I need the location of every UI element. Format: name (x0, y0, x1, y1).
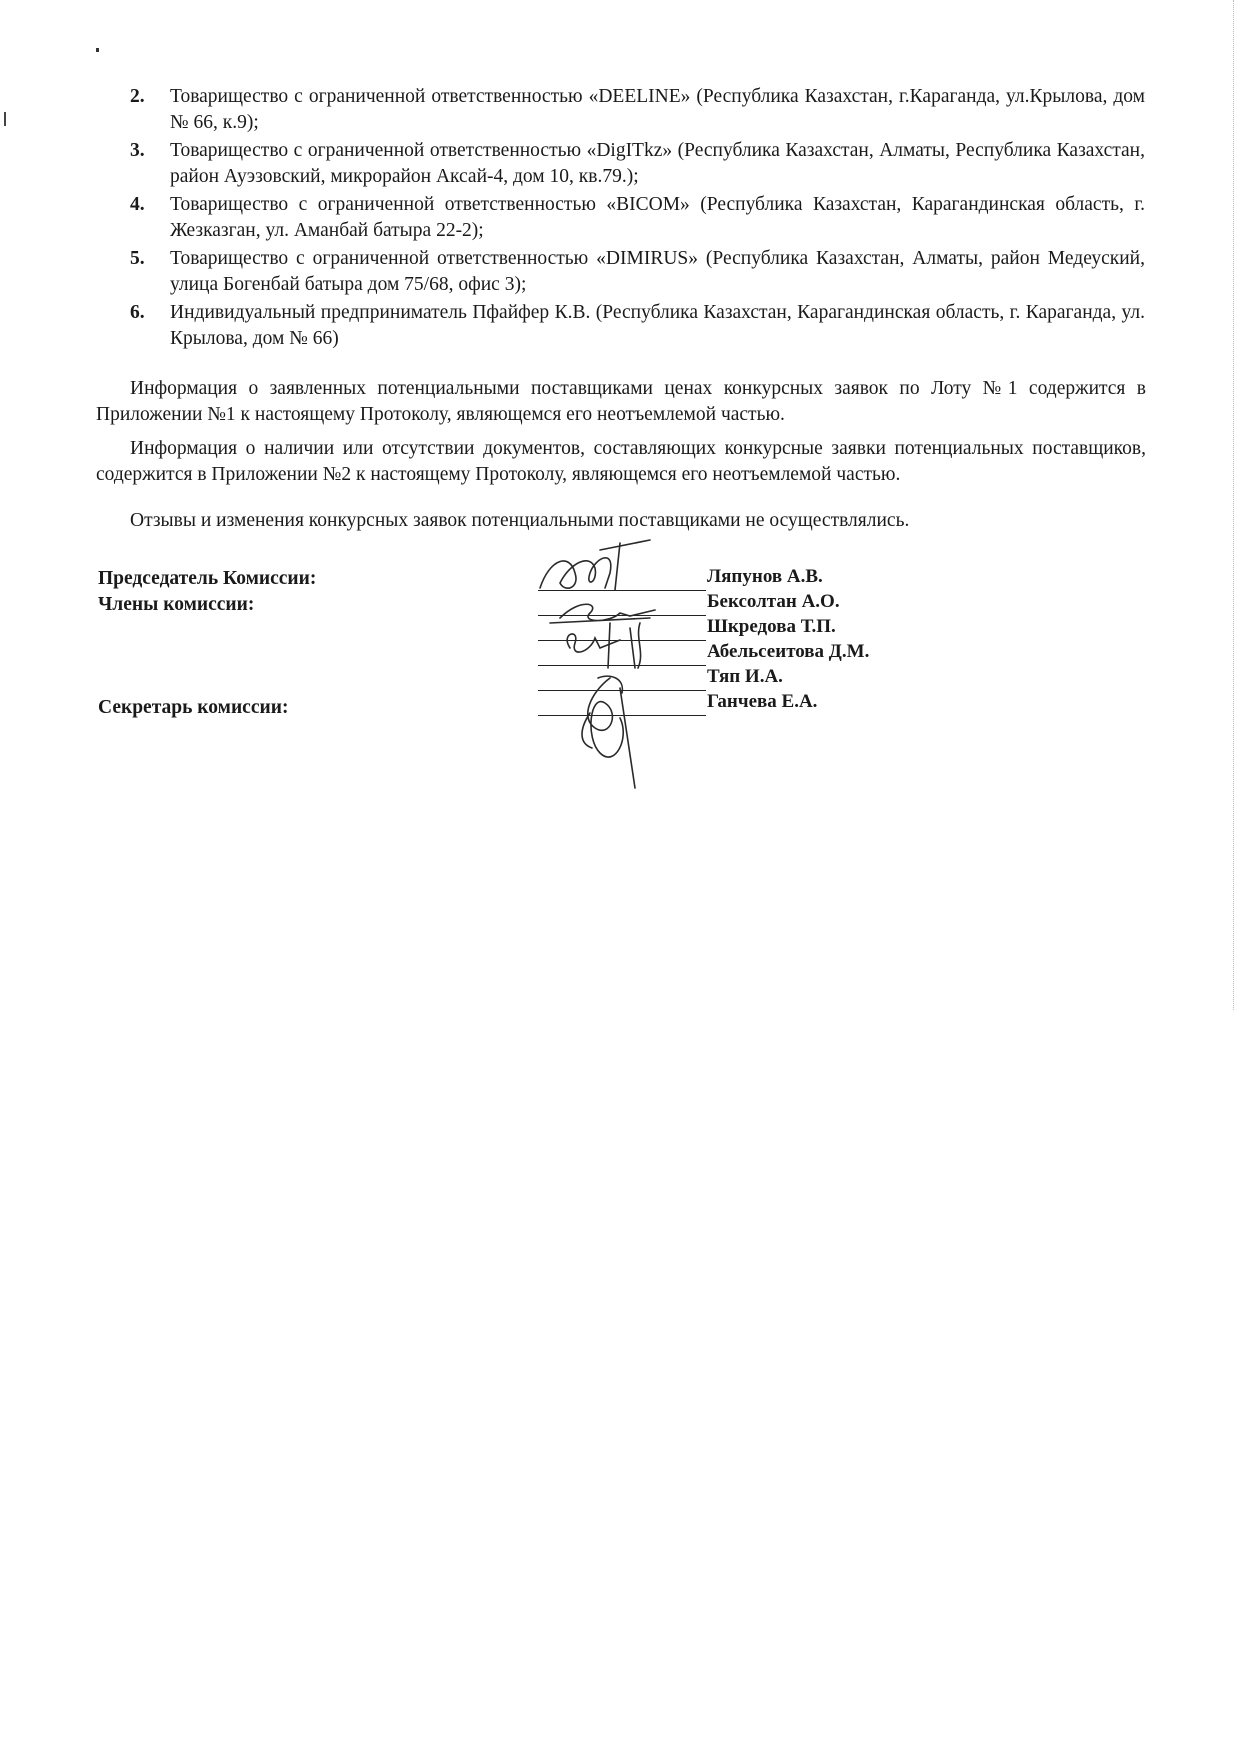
scan-artifact (96, 48, 99, 52)
signatory-name: Бексолтан А.О. (707, 591, 840, 612)
paragraph-prices-info: Информация о заявленных потенциальными поставщиками ценах конкурсных заявок по Лоту №1 содержится в Приложении №1 к настоящему Протоколу, являющемся его неотъемлемой частью. (96, 378, 1146, 425)
chairman-label: Председатель Комиссии: (98, 568, 317, 589)
handwritten-signatures (520, 528, 760, 818)
signatory-name: Абельсеитова Д.М. (707, 641, 870, 662)
list-item: 6. Индивидуальный предприниматель Пфайфер К.В. (Республика Казахстан, Карагандинская область, г. Караганда, ул. Крылова, дом № 66) (130, 302, 1145, 349)
signatory-name: Ганчева Е.А. (707, 691, 818, 712)
paragraph-documents-info: Информация о наличии или отсутствии документов, составляющих конкурсные заявки потенциальных поставщиков, содержится в Приложении №2 к настоящему Протоколу, являющемся его неотъемлемой частью. (96, 438, 1146, 485)
signatory-name: Шкредова Т.П. (707, 616, 836, 637)
paragraph-no-changes: Отзывы и изменения конкурсных заявок потенциальными поставщиками не осуществлялись. (130, 510, 910, 531)
list-item: 2. Товарищество с ограниченной ответственностью «DEELINE» (Республика Казахстан, г.Караганда, ул.Крылова, дом № 66, к.9); (130, 86, 1145, 133)
list-item: 5. Товарищество с ограниченной ответственностью «DIMIRUS» (Республика Казахстан, Алматы, район Медеуский, улица Богенбай батыра дом 75/68, офис 3); (130, 248, 1145, 295)
list-item: 3. Товарищество с ограниченной ответственностью «DigITkz» (Республика Казахстан, Алматы, Республика Казахстан, район Ауэзовский, микрорайон Аксай-4, дом 10, кв.79.); (130, 140, 1145, 187)
list-item: 4. Товарищество с ограниченной ответственностью «BICOM» (Республика Казахстан, Карагандинская область, г. Жезказган, ул. Аманбай батыра 22-2); (130, 194, 1145, 241)
scan-edge (1233, 0, 1236, 1010)
members-label: Члены комиссии: (98, 594, 255, 615)
scan-artifact (4, 112, 6, 126)
supplier-list (130, 84, 1145, 354)
secretary-label: Секретарь комиссии: (98, 697, 289, 718)
signatory-name: Ляпунов А.В. (707, 566, 823, 587)
signatory-name: Тяп И.А. (707, 666, 783, 687)
